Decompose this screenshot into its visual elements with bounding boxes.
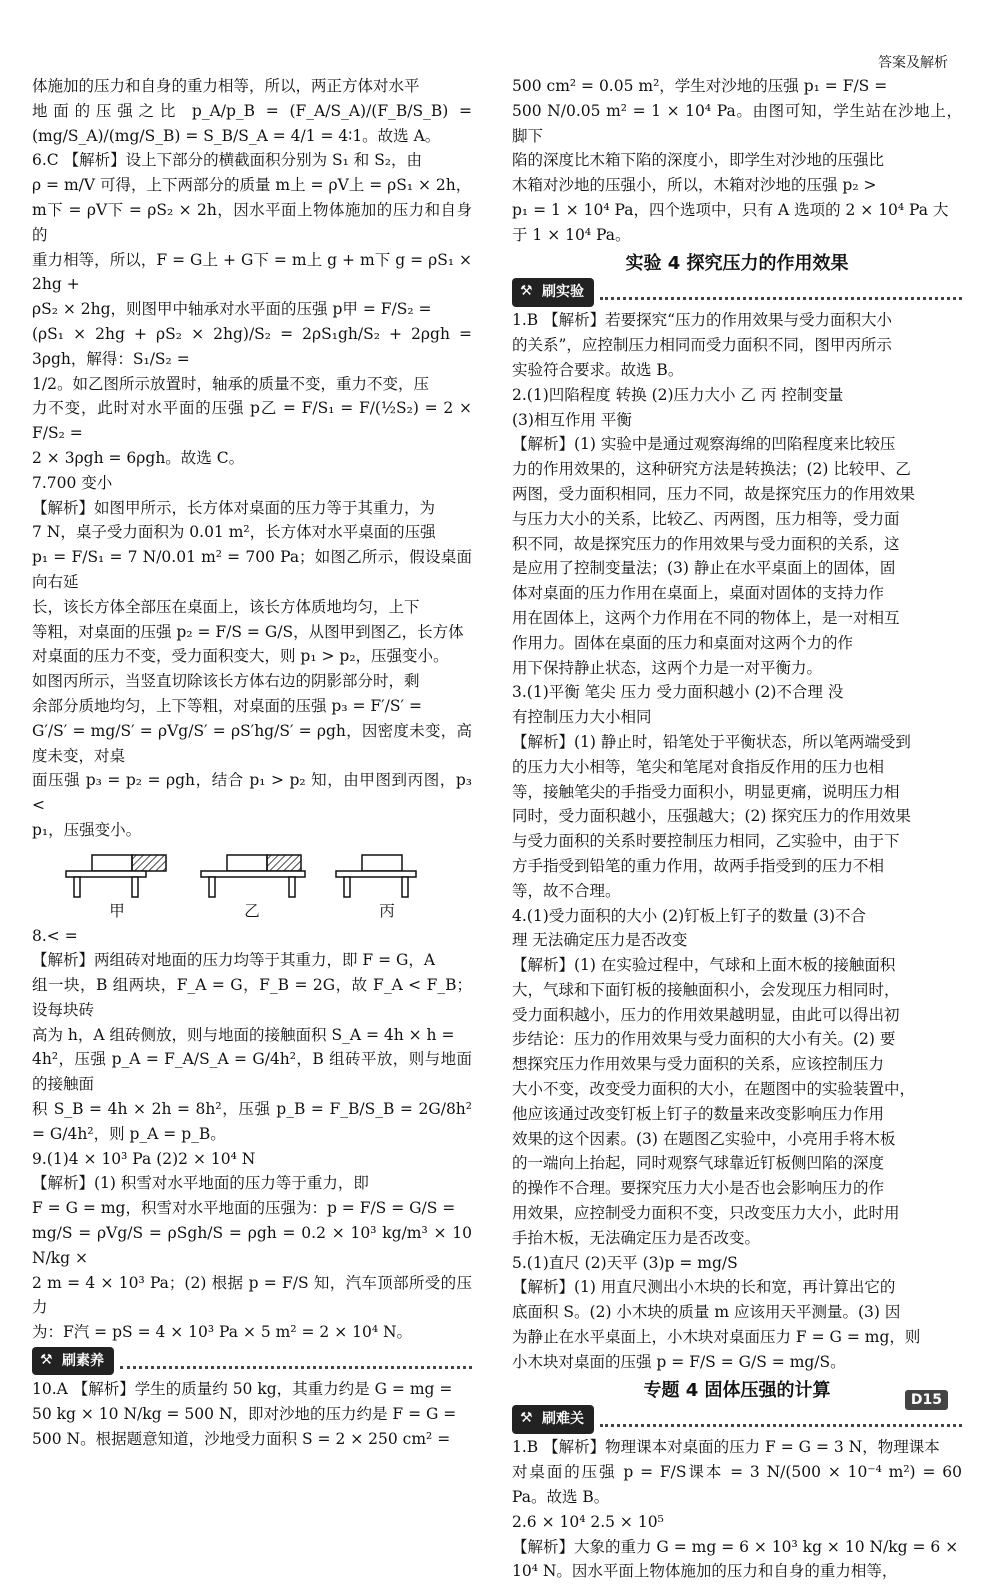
text-line: (3)相互作用 平衡 [512, 410, 632, 429]
text-line: ρS₂ × 2hg，则图甲中轴承对水平面的压强 p甲 = F/S₂ = [32, 300, 432, 319]
text-line: 2 × 3ρgh = 6ρgh。故选 C。 [32, 448, 245, 467]
text-line: 【解析】大象的重力 G = mg = 6 × 10³ kg × 10 N/kg = 6 × [512, 1537, 959, 1556]
text-line: 的操作不合理。要探究压力大小是否也会影响压力的作 [512, 1179, 885, 1198]
text-line: 方手指受到铅笔的重力作用，故两手指受到的压力不相 [512, 856, 885, 875]
text-line: 等，接触笔尖的手指受力面积小，明显更痛，说明压力相 [512, 782, 900, 801]
text-line: 力的作用效果的，这种研究方法是转换法；(2) 比较甲、乙 [512, 460, 911, 479]
text-line: 7 N，桌子受力面积为 0.01 m²，长方体对水平桌面的压强 [32, 523, 436, 542]
text-line: 是应用了控制变量法；(3) 静止在水平桌面上的固体，固 [512, 559, 896, 578]
header-label: 答案及解析 [878, 55, 948, 71]
text-line: 2 m = 4 × 10³ Pa；(2) 根据 p = F/S 知，汽车顶部所受的压力 [32, 1273, 472, 1317]
text-line: 理 无法确定压力是否改变 [512, 931, 688, 950]
text-line: ρ = m/V 可得，上下两部分的质量 m上 = ρV上 = ρS₁ × 2h， [32, 176, 472, 195]
text-line: 同时，受力面积越小，压强越大；(2) 探究压力的作用效果 [512, 807, 911, 826]
text-line: 两图，受力面积相同，压力不同，故是探究压力的作用效果 [512, 484, 916, 503]
text-line: (ρS₁ × 2hg + ρS₂ × 2hg)/S₂ = 2ρS₁gh/S₂ + 2ρgh = 3ρgh，解得：S₁/S₂ = [32, 324, 472, 368]
left-text-block-3 [32, 1377, 472, 1451]
text-line: 1/2。如乙图所示放置时，轴承的质量不变，重力不变，压 [32, 374, 429, 393]
text-line: 的一端向上抬起，同时观察气球靠近钉板侧凹陷的深度 [512, 1154, 885, 1173]
text-line: 【解析】(1) 静止时，铅笔处于平衡状态，所以笔两端受到 [512, 732, 911, 751]
text-line: 受力面积越小，压力的作用效果越明显，由此可以得出初 [512, 1005, 900, 1024]
text-line: 的压力大小相等，笔尖和笔尾对食指反作用的压力也相 [512, 757, 885, 776]
text-line: 的关系”，应控制压力相同而受力面积不同，图甲丙所示 [512, 336, 892, 355]
figure-label: 乙 [244, 901, 260, 920]
text-line: 等，故不合理。 [512, 881, 621, 900]
text-line: 面压强 p₃ = p₂ = ρgh，结合 p₁ > p₂ 知，由甲图到丙图，p₃ < [32, 771, 472, 815]
figure-label: 甲 [109, 901, 125, 920]
text-line: 9.(1)4 × 10³ Pa (2)2 × 10⁴ N [32, 1149, 256, 1168]
text-line: 步结论：压力的作用效果与受力面积的大小有关。(2) 要 [512, 1030, 896, 1049]
text-line: 5.(1)直尺 (2)天平 (3)p = mg/S [512, 1253, 738, 1272]
badge-label: ⚒ 刷难关 [512, 1405, 594, 1434]
text-line: 对桌面的压力不变，受力面积变大，则 p₁ > p₂，压强变小。 [32, 647, 449, 666]
text-line: 【解析】两组砖对地面的压力均等于其重力，即 F = G，A [32, 951, 436, 970]
text-line: 长，该长方体全部压在桌面上，该长方体质地均匀，上下 [32, 597, 420, 616]
text-line: 8.< = [32, 926, 78, 945]
text-line: G′/S′ = mg/S′ = ρVg/S′ = ρS′hg/S′ = ρgh，因密度未变，高度未变，对桌 [32, 721, 472, 765]
text-line: 小木块对桌面的压强 p = F/S = G/S = mg/S。 [512, 1352, 846, 1371]
section-title-topic: 专题 4 固体压强的计算 [643, 1379, 831, 1401]
text-line: 底面积 S。(2) 小木块的质量 m 应该用天平测量。(3) 因 [512, 1303, 901, 1322]
text-line: 对桌面的压强 p = F/S课本 = 3 N/(500 × 10⁻⁴ m²) = 60 Pa。故选 B。 [512, 1463, 962, 1507]
text-line: 陷的深度比木箱下陷的深度小，即学生对沙地的压强比 [512, 151, 885, 170]
dotted-rule [120, 1354, 472, 1369]
text-line: 用下保持静止状态，这两个力是一对平衡力。 [512, 658, 823, 677]
text-line: 4.(1)受力面积的大小 (2)钉板上钉子的数量 (3)不合 [512, 906, 867, 925]
figure-yi [197, 851, 307, 924]
text-line: 实验符合要求。故选 B。 [512, 360, 684, 379]
text-line: 作用力。固体在桌面的压力和桌面对这两个力的作 [512, 633, 854, 652]
text-line: 体施加的压力和自身的重力相等，所以，两正方体对水平 [32, 77, 420, 95]
text-line: 大，气球和下面钉板的接触面积小，会发现压力相同时， [512, 980, 900, 999]
text-line: 地面的压强之比 p_A/p_B = (F_A/S_A)/(F_B/S_B) = (mg/S_A)/(mg/S_B) = S_B/S_A = 4/1 = 4∶1。故选 A。 [32, 101, 472, 145]
section-title-experiment: 实验 4 探究压力的作用效果 [625, 252, 849, 274]
text-line: 50 kg × 10 N/kg = 500 N，即对沙地的压力约是 F = G = [32, 1404, 457, 1423]
text-line: 高为 h，A 组砖侧放，则与地面的接触面积 S_A = 4h × h = [32, 1025, 455, 1044]
text-line: 2.(1)凹陷程度 转换 (2)压力大小 乙 丙 控制变量 [512, 385, 844, 404]
text-line: 积不同，故是探究压力的作用效果与受力面积的关系，这 [512, 534, 900, 553]
text-line: 与受力面积的关系时要控制压力相同，乙实验中，由于下 [512, 832, 900, 851]
badge-suyang [32, 1347, 472, 1375]
text-line: 【解析】(1) 积雪对水平地面的压力等于重力，即 [32, 1174, 369, 1193]
right-text-block [512, 74, 962, 248]
text-line: 效果的这个因素。(3) 在题图乙实验中，小亮用手将木板 [512, 1129, 896, 1148]
text-line: 500 N。根据题意知道，沙地受力面积 S = 2 × 250 cm² = [32, 1429, 451, 1448]
text-line: 2.6 × 10⁴ 2.5 × 10⁵ [512, 1512, 664, 1531]
text-line: 与压力大小的关系，比较乙、丙两图，压力相等，受力面 [512, 509, 900, 528]
badge-label: ⚒ 刷实验 [512, 278, 594, 307]
text-line: 余部分质地均匀，上下等粗，对桌面的压强 p₃ = F′/S′ = [32, 696, 422, 715]
text-line: 木箱对沙地的压强小，所以，木箱对沙地的压强 p₂ > [512, 176, 877, 195]
text-line: 积 S_B = 4h × 2h = 8h²，压强 p_B = F_B/S_B = 2G/8h² = G/4h²，则 p_A = p_B。 [32, 1100, 472, 1143]
left-column [32, 74, 472, 1451]
right-experiment-block [512, 308, 962, 1374]
text-line: m下 = ρV下 = ρS₂ × 2h，因水平面上物体施加的压力和自身的 [32, 200, 472, 244]
text-line: 【解析】(1) 在实验过程中，气球和上面木板的接触面积 [512, 956, 896, 975]
text-line: 500 N/0.05 m² = 1 × 10⁴ Pa。由图可知，学生站在沙地上，脚下 [512, 101, 962, 145]
right-column [512, 74, 962, 1584]
text-line: 【解析】(1) 用直尺测出小木块的长和宽，再计算出它的 [512, 1278, 896, 1297]
text-line: 有控制压力大小相同 [512, 708, 652, 727]
figure-label: 丙 [379, 901, 395, 920]
text-line: 于 1 × 10⁴ Pa。 [512, 225, 631, 244]
text-line: 组一块，B 组两块，F_A = G，F_B = 2G，故 F_A < F_B；设每块砖 [32, 976, 472, 1019]
text-line: 大小不变，改变受力面积的大小，在题图中的实验装置中， [512, 1080, 916, 1099]
text-line: 【解析】(1) 实验中是通过观察海绵的凹陷程度来比较压 [512, 435, 896, 454]
text-line: p₁ = F/S₁ = 7 N/0.01 m² = 700 Pa；如图乙所示，假设桌面向右延 [32, 548, 472, 591]
text-line: mg/S = ρVg/S = ρSgh/S = ρgh = 0.2 × 10³ kg/m³ × 10 N/kg × [32, 1224, 472, 1267]
text-line: p₁，压强变小。 [32, 820, 142, 839]
left-text-block [32, 74, 472, 843]
text-line: 重力相等，所以，F = G上 + G下 = m上 g + m下 g = ρS₁ × 2hg + [32, 250, 472, 294]
desk-figures [62, 851, 442, 924]
text-line: 4h²，压强 p_A = F_A/S_A = G/4h²，B 组砖平放，则与地面的接触面 [32, 1050, 472, 1094]
text-line: 等粗，对桌面的压强 p₂ = F/S = G/S，从图甲到图乙，长方体 [32, 622, 464, 641]
dotted-rule [600, 1412, 962, 1427]
figure-jia [62, 851, 172, 924]
text-line: 3.(1)平衡 笔尖 压力 受力面积越小 (2)不合理 没 [512, 683, 844, 702]
text-line: 7.700 变小 [32, 473, 113, 492]
left-text-block-2 [32, 924, 472, 1346]
text-line: 用效果，应控制受力面积不变，只改变压力大小，此时用 [512, 1204, 900, 1223]
text-line: 如图丙所示，当竖直切除该长方体右边的阴影部分时，剩 [32, 672, 420, 691]
text-line: 500 cm² = 0.05 m²，学生对沙地的压强 p₁ = F/S = [512, 77, 888, 95]
text-line: 他应该通过改变钉板上钉子的数量来改变影响压力作用 [512, 1104, 885, 1123]
text-line: 10.A 【解析】学生的质量约 50 kg，其重力约是 G = mg = [32, 1380, 453, 1399]
text-line: 10⁴ N。因水平面上物体施加的压力和自身的重力相等， [512, 1562, 898, 1581]
text-line: 力不变，此时对水平面的压强 p乙 = F/S₁ = F/(½S₂) = 2 × F/S₂ = [32, 399, 472, 443]
text-line: 1.B 【解析】若要探究“压力的作用效果与受力面积大小 [512, 311, 893, 330]
text-line: p₁ = 1 × 10⁴ Pa，四个选项中，只有 A 选项的 2 × 10⁴ Pa 大 [512, 200, 949, 219]
text-line: 【解析】如图甲所示，长方体对桌面的压力等于其重力，为 [32, 498, 436, 517]
text-line: 为静止在水平桌面上，小木块对桌面压力 F = G = mg，则 [512, 1328, 921, 1347]
text-line: 想探究压力作用效果与受力面积的关系，应该控制压力 [512, 1055, 885, 1074]
badge-label: ⚒ 刷素养 [32, 1347, 114, 1376]
dotted-rule [600, 285, 962, 300]
text-line: 体对桌面的压力作用在桌面上，桌面对固体的支持力作 [512, 584, 885, 603]
text-line: F = G = mg，积雪对水平地面的压强为：p = F/S = G/S = [32, 1199, 456, 1218]
right-hard-block [512, 1435, 962, 1584]
text-line: 为：F汽 = pS = 4 × 10³ Pa × 5 m² = 2 × 10⁴ N。 [32, 1323, 413, 1342]
badge-shiyan [512, 278, 962, 306]
text-line: 手抬木板，无法确定压力是否改变。 [512, 1228, 761, 1247]
text-line: 6.C 【解析】设上下部分的横截面积分别为 S₁ 和 S₂，由 [32, 151, 423, 170]
badge-nanguan [512, 1405, 962, 1433]
figure-bing [332, 851, 442, 924]
page-number: D15 [905, 1390, 948, 1410]
text-line: 1.B 【解析】物理课本对桌面的压力 F = G = 3 N，物理课本 [512, 1438, 940, 1457]
text-line: 用在固体上，这两个力作用在不同的物体上，是一对相互 [512, 608, 900, 627]
